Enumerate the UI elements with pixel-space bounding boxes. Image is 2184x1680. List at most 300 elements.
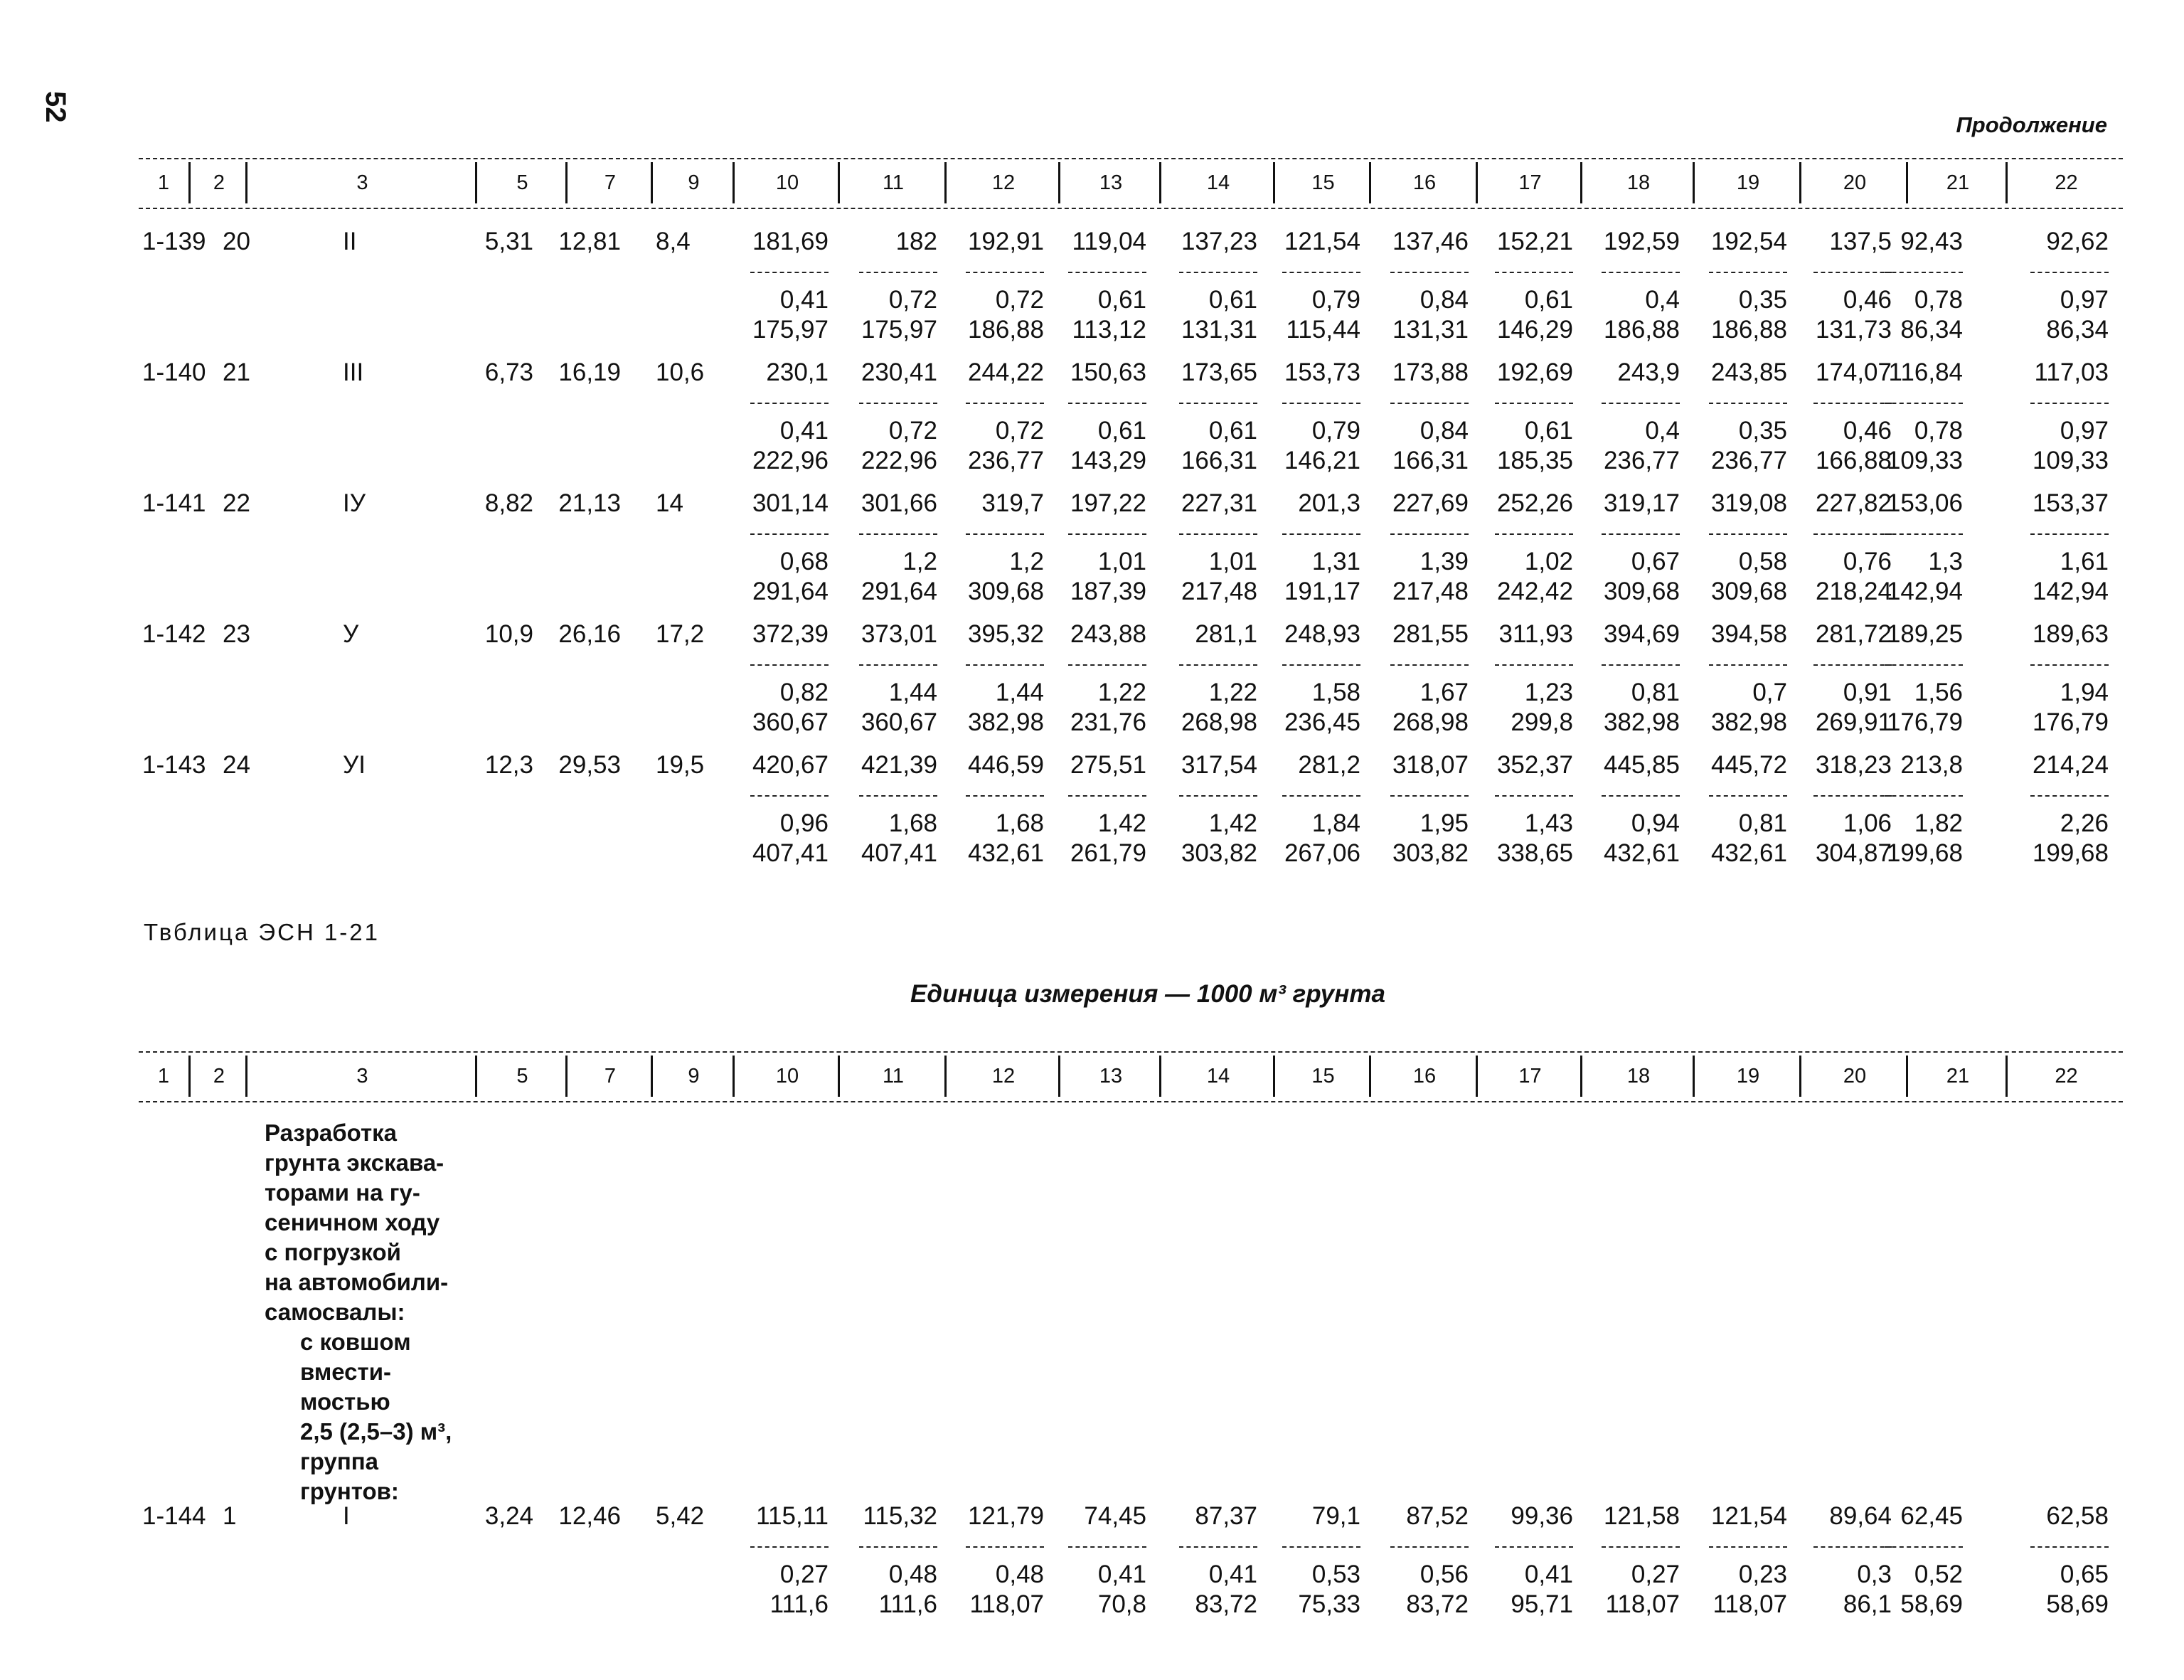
cell-col-7: 12,46	[558, 1502, 621, 1530]
cell-bot-col-10: 222,96	[752, 447, 829, 474]
cell-col-9: 8,4	[656, 228, 691, 255]
cell-top-col-16: 137,46	[1392, 228, 1469, 255]
cell-mid-col-22: 0,97	[2060, 417, 2109, 445]
fraction-line	[1495, 795, 1573, 797]
cell-top-col-15: 121,54	[1284, 228, 1360, 255]
cell-bot-col-17: 299,8	[1511, 708, 1573, 736]
row-number: 21	[223, 358, 250, 386]
soil-group: I	[343, 1502, 350, 1530]
cell-bot-col-11: 175,97	[861, 316, 937, 344]
cell-top-col-18: 192,59	[1603, 228, 1680, 255]
column-header-1: 1	[157, 171, 170, 194]
row-code: 1-144	[142, 1502, 206, 1530]
fraction-line	[1068, 795, 1146, 797]
cell-bot-col-21: 176,79	[1886, 708, 1963, 736]
cell-bot-col-18: 118,07	[1605, 1590, 1680, 1618]
cell-top-col-18: 445,85	[1603, 751, 1680, 779]
column-header-10: 10	[733, 162, 840, 203]
fraction-line	[1282, 533, 1360, 535]
row-code: 1-141	[142, 489, 206, 517]
cell-mid-col-11: 0,72	[888, 286, 937, 314]
fraction-line	[859, 795, 937, 797]
cell-mid-col-18: 0,27	[1631, 1561, 1680, 1588]
header2-bottom-rule	[139, 1101, 2123, 1102]
cell-bot-col-21: 86,34	[1900, 316, 1963, 344]
cell-top-col-21: 153,06	[1886, 489, 1963, 517]
column-header-21: 21	[1906, 162, 2008, 203]
fraction-line	[1813, 1546, 1892, 1548]
cell-mid-col-11: 0,48	[888, 1561, 937, 1588]
fraction-line	[1179, 1546, 1257, 1548]
cell-col-7: 29,53	[558, 751, 621, 779]
fraction-line	[1885, 533, 1963, 535]
fraction-line	[1885, 403, 1963, 404]
cell-mid-col-12: 1,2	[1009, 548, 1044, 575]
column-header-20: 20	[1799, 162, 1908, 203]
row-code: 1-142	[142, 620, 206, 648]
cell-bot-col-17: 242,42	[1496, 578, 1573, 605]
fraction-line	[1179, 795, 1257, 797]
cell-top-col-11: 301,66	[861, 489, 937, 517]
cell-top-col-19: 445,72	[1710, 751, 1787, 779]
cell-mid-col-19: 0,58	[1738, 548, 1787, 575]
column-header-16: 16	[1369, 162, 1478, 203]
cell-mid-col-18: 0,67	[1631, 548, 1680, 575]
cell-mid-col-22: 0,97	[2060, 286, 2109, 314]
cell-bot-col-11: 407,41	[861, 839, 937, 867]
fraction-line	[1495, 403, 1573, 404]
cell-mid-col-14: 1,42	[1208, 809, 1257, 837]
cell-mid-col-12: 1,68	[995, 809, 1044, 837]
cell-mid-col-21: 1,56	[1914, 679, 1963, 706]
column-header-22: 22	[2005, 1056, 2125, 1097]
cell-mid-col-16: 0,84	[1419, 417, 1469, 445]
cell-bot-col-14: 217,48	[1181, 578, 1257, 605]
cell-bot-col-17: 185,35	[1496, 447, 1573, 474]
cell-mid-col-19: 0,35	[1738, 286, 1787, 314]
cell-mid-col-21: 0,52	[1914, 1561, 1963, 1588]
fraction-line	[966, 272, 1044, 273]
cell-mid-col-16: 1,67	[1419, 679, 1469, 706]
cell-top-col-21: 62,45	[1900, 1502, 1963, 1530]
cell-bot-col-14: 131,31	[1181, 316, 1257, 344]
column-header-5: 5	[475, 162, 568, 203]
fraction-line	[1068, 533, 1146, 535]
cell-bot-col-14: 83,72	[1195, 1590, 1257, 1618]
cell-col-7: 12,81	[558, 228, 621, 255]
cell-top-col-10: 115,11	[756, 1502, 829, 1530]
cell-top-col-22: 153,37	[2032, 489, 2109, 517]
soil-group: II	[343, 228, 357, 255]
fraction-line	[1068, 403, 1146, 404]
column-header-2: 2	[188, 1056, 247, 1097]
cell-bot-col-13: 261,79	[1070, 839, 1146, 867]
table2-title: Твблица ЭСН 1-21	[144, 919, 380, 945]
fraction-line	[750, 272, 829, 273]
row-number: 20	[223, 228, 250, 255]
cell-bot-col-20: 304,87	[1815, 839, 1892, 867]
cell-top-col-21: 116,84	[1888, 358, 1963, 386]
column-header-14: 14	[1159, 162, 1275, 203]
cell-mid-col-18: 0,94	[1631, 809, 1680, 837]
header2-top-rule	[139, 1051, 2123, 1053]
cell-bot-col-20: 131,73	[1815, 316, 1892, 344]
cell-col-9: 19,5	[656, 751, 705, 779]
fraction-line	[1602, 403, 1680, 404]
description-line: грунта экскава-	[265, 1149, 444, 1176]
cell-top-col-17: 99,36	[1511, 1502, 1573, 1530]
row-number: 1	[223, 1502, 237, 1530]
cell-mid-col-13: 0,61	[1097, 286, 1146, 314]
cell-top-col-16: 281,55	[1392, 620, 1469, 648]
cell-top-col-17: 192,69	[1496, 358, 1573, 386]
cell-mid-col-14: 0,41	[1208, 1561, 1257, 1588]
cell-top-col-21: 213,8	[1900, 751, 1963, 779]
column-header-3: 3	[245, 1056, 477, 1097]
cell-mid-col-15: 1,58	[1311, 679, 1360, 706]
fraction-line	[1282, 664, 1360, 666]
cell-top-col-15: 79,1	[1311, 1502, 1360, 1530]
cell-mid-col-17: 0,61	[1524, 286, 1573, 314]
cell-col-7: 21,13	[558, 489, 621, 517]
cell-top-col-13: 119,04	[1072, 228, 1146, 255]
fraction-line	[1495, 1546, 1573, 1548]
cell-mid-col-15: 0,79	[1311, 286, 1360, 314]
fraction-line	[2030, 1546, 2109, 1548]
fraction-line	[1179, 403, 1257, 404]
fraction-line	[966, 533, 1044, 535]
description-line: самосвалы:	[265, 1299, 405, 1325]
row-number: 24	[223, 751, 250, 779]
fraction-line	[1885, 272, 1963, 273]
column-header-11: 11	[838, 1056, 947, 1097]
cell-bot-col-17: 146,29	[1496, 316, 1573, 344]
cell-bot-col-13: 113,12	[1072, 316, 1146, 344]
fraction-line	[1709, 533, 1787, 535]
cell-mid-col-17: 1,43	[1524, 809, 1573, 837]
fraction-line	[1885, 664, 1963, 666]
cell-top-col-17: 352,37	[1496, 751, 1573, 779]
cell-col-5: 5,31	[484, 228, 533, 255]
cell-top-col-11: 421,39	[861, 751, 937, 779]
cell-top-col-17: 252,26	[1496, 489, 1573, 517]
cell-top-col-20: 89,64	[1829, 1502, 1892, 1530]
soil-group: УI	[343, 751, 366, 779]
cell-mid-col-19: 0,7	[1752, 679, 1787, 706]
cell-mid-col-20: 0,46	[1843, 417, 1892, 445]
cell-bot-col-19: 236,77	[1710, 447, 1787, 474]
fraction-line	[750, 664, 829, 666]
cell-bot-col-10: 175,97	[752, 316, 829, 344]
column-header-13: 13	[1058, 1056, 1161, 1097]
column-header-20: 20	[1799, 1056, 1908, 1097]
cell-top-col-16: 173,88	[1392, 358, 1469, 386]
column-header-19: 19	[1693, 1056, 1801, 1097]
fraction-line	[1813, 403, 1892, 404]
cell-top-col-14: 173,65	[1181, 358, 1257, 386]
fraction-line	[1885, 795, 1963, 797]
cell-top-col-11: 182	[895, 228, 937, 255]
cell-bot-col-12: 186,88	[967, 316, 1044, 344]
cell-bot-col-16: 268,98	[1392, 708, 1469, 736]
cell-top-col-12: 244,22	[967, 358, 1044, 386]
cell-top-col-15: 281,2	[1298, 751, 1360, 779]
cell-bot-col-15: 267,06	[1284, 839, 1360, 867]
column-header-2: 2	[188, 162, 247, 203]
cell-bot-col-16: 166,31	[1392, 447, 1469, 474]
fraction-line	[859, 533, 937, 535]
cell-col-7: 26,16	[558, 620, 621, 648]
fraction-line	[1709, 1546, 1787, 1548]
column-header-7: 7	[565, 1056, 653, 1097]
cell-mid-col-12: 0,72	[995, 417, 1044, 445]
description-subline: вмести-	[300, 1359, 391, 1385]
cell-mid-col-15: 0,79	[1311, 417, 1360, 445]
page-number: 52	[40, 91, 71, 123]
cell-mid-col-21: 0,78	[1914, 417, 1963, 445]
fraction-line	[966, 403, 1044, 404]
fraction-line	[966, 795, 1044, 797]
soil-group: III	[343, 358, 364, 386]
cell-mid-col-10: 0,41	[779, 417, 829, 445]
header-top-rule	[139, 158, 2123, 159]
column-header-21: 21	[1906, 1056, 2008, 1097]
description-subline: 2,5 (2,5–3) м³,	[300, 1418, 452, 1445]
cell-bot-col-18: 309,68	[1603, 578, 1680, 605]
cell-mid-col-19: 0,35	[1738, 417, 1787, 445]
fraction-line	[1709, 403, 1787, 404]
fraction-line	[1602, 272, 1680, 273]
cell-top-col-10: 372,39	[752, 620, 829, 648]
column-header-1: 1	[157, 1064, 170, 1088]
unit-label: Единица измерения — 1000 м³ грунта	[910, 980, 1385, 1008]
cell-bot-col-14: 268,98	[1181, 708, 1257, 736]
cell-top-col-22: 62,58	[2046, 1502, 2109, 1530]
cell-mid-col-15: 1,84	[1311, 809, 1360, 837]
cell-mid-col-19: 0,23	[1738, 1561, 1787, 1588]
cell-col-9: 17,2	[656, 620, 705, 648]
cell-top-col-10: 420,67	[752, 751, 829, 779]
cell-mid-col-22: 0,65	[2060, 1561, 2109, 1588]
fraction-line	[1602, 664, 1680, 666]
cell-bot-col-21: 58,69	[1900, 1590, 1963, 1618]
cell-mid-col-13: 1,22	[1097, 679, 1146, 706]
column-header-17: 17	[1476, 162, 1582, 203]
cell-mid-col-10: 0,27	[779, 1561, 829, 1588]
row-code: 1-140	[142, 358, 206, 386]
row-code: 1-143	[142, 751, 206, 779]
fraction-line	[750, 795, 829, 797]
soil-group: IУ	[343, 489, 366, 517]
cell-mid-col-13: 0,61	[1097, 417, 1146, 445]
cell-top-col-10: 301,14	[752, 489, 829, 517]
column-header-17: 17	[1476, 1056, 1582, 1097]
fraction-line	[750, 533, 829, 535]
cell-col-9: 10,6	[656, 358, 705, 386]
cell-bot-col-19: 309,68	[1710, 578, 1787, 605]
cell-mid-col-11: 0,72	[888, 417, 937, 445]
column-header-15: 15	[1273, 162, 1371, 203]
cell-mid-col-13: 0,41	[1097, 1561, 1146, 1588]
description-subline: группа	[300, 1448, 379, 1474]
cell-top-col-12: 121,79	[967, 1502, 1044, 1530]
cell-top-col-14: 317,54	[1181, 751, 1257, 779]
cell-mid-col-13: 1,42	[1097, 809, 1146, 837]
cell-col-5: 6,73	[484, 358, 533, 386]
column-header-18: 18	[1580, 1056, 1695, 1097]
column-header-7: 7	[565, 162, 653, 203]
fraction-line	[1390, 1546, 1469, 1548]
cell-col-7: 16,19	[558, 358, 621, 386]
cell-bot-col-19: 382,98	[1710, 708, 1787, 736]
cell-mid-col-18: 0,81	[1631, 679, 1680, 706]
fraction-line	[1813, 664, 1892, 666]
column-header-9: 9	[651, 1056, 735, 1097]
cell-bot-col-20: 166,88	[1815, 447, 1892, 474]
cell-top-col-10: 181,69	[752, 228, 829, 255]
fraction-line	[1495, 664, 1573, 666]
cell-mid-col-14: 1,01	[1208, 548, 1257, 575]
cell-bot-col-18: 432,61	[1603, 839, 1680, 867]
description-line: на автомобили-	[265, 1269, 449, 1295]
cell-top-col-15: 153,73	[1284, 358, 1360, 386]
fraction-line	[1495, 272, 1573, 273]
cell-mid-col-19: 0,81	[1738, 809, 1787, 837]
cell-bot-col-22: 86,34	[2046, 316, 2109, 344]
fraction-line	[859, 664, 937, 666]
cell-top-col-14: 137,23	[1181, 228, 1257, 255]
cell-mid-col-11: 1,2	[902, 548, 937, 575]
cell-top-col-12: 395,32	[967, 620, 1044, 648]
column-header-14: 14	[1159, 1056, 1275, 1097]
cell-top-col-19: 121,54	[1710, 1502, 1787, 1530]
cell-mid-col-12: 0,48	[995, 1561, 1044, 1588]
cell-top-col-13: 150,63	[1070, 358, 1146, 386]
cell-col-5: 3,24	[484, 1502, 533, 1530]
cell-mid-col-10: 0,96	[779, 809, 829, 837]
fraction-line	[1282, 403, 1360, 404]
description-line: Разработка	[265, 1120, 397, 1146]
cell-bot-col-13: 70,8	[1097, 1590, 1146, 1618]
cell-mid-col-16: 1,39	[1419, 548, 1469, 575]
cell-top-col-20: 174,07	[1815, 358, 1892, 386]
cell-top-col-17: 152,21	[1496, 228, 1573, 255]
fraction-line	[1068, 272, 1146, 273]
column-header-12: 12	[944, 162, 1060, 203]
cell-bot-col-17: 338,65	[1496, 839, 1573, 867]
cell-top-col-10: 230,1	[766, 358, 829, 386]
description-subline: с ковшом	[300, 1329, 411, 1355]
cell-mid-col-10: 0,82	[779, 679, 829, 706]
cell-top-col-14: 87,37	[1195, 1502, 1257, 1530]
column-header-10: 10	[733, 1056, 840, 1097]
cell-top-col-18: 121,58	[1603, 1502, 1680, 1530]
cell-bot-col-22: 109,33	[2032, 447, 2109, 474]
cell-bot-col-17: 95,71	[1511, 1590, 1573, 1618]
cell-bot-col-12: 309,68	[967, 578, 1044, 605]
cell-bot-col-10: 360,67	[752, 708, 829, 736]
fraction-line	[1709, 272, 1787, 273]
fraction-line	[1813, 533, 1892, 535]
cell-bot-col-21: 142,94	[1886, 578, 1963, 605]
cell-mid-col-11: 1,68	[888, 809, 937, 837]
cell-bot-col-18: 186,88	[1603, 316, 1680, 344]
fraction-line	[1602, 1546, 1680, 1548]
fraction-line	[1602, 533, 1680, 535]
cell-top-col-22: 117,03	[2034, 358, 2109, 386]
cell-mid-col-17: 0,61	[1524, 417, 1573, 445]
cell-top-col-21: 189,25	[1886, 620, 1963, 648]
cell-bot-col-12: 118,07	[969, 1590, 1044, 1618]
cell-mid-col-21: 1,3	[1928, 548, 1963, 575]
cell-top-col-11: 115,32	[863, 1502, 937, 1530]
column-header-18: 18	[1580, 162, 1695, 203]
fraction-line	[750, 403, 829, 404]
cell-top-col-15: 248,93	[1284, 620, 1360, 648]
cell-bot-col-11: 360,67	[861, 708, 937, 736]
cell-bot-col-16: 303,82	[1392, 839, 1469, 867]
cell-bot-col-11: 291,64	[861, 578, 937, 605]
fraction-line	[859, 403, 937, 404]
fraction-line	[1068, 664, 1146, 666]
fraction-line	[1068, 1546, 1146, 1548]
cell-top-col-16: 87,52	[1406, 1502, 1469, 1530]
cell-top-col-15: 201,3	[1298, 489, 1360, 517]
cell-top-col-19: 192,54	[1710, 228, 1787, 255]
cell-bot-col-15: 236,45	[1284, 708, 1360, 736]
cell-mid-col-10: 0,41	[779, 286, 829, 314]
cell-top-col-12: 446,59	[967, 751, 1044, 779]
cell-bot-col-11: 111,6	[878, 1590, 937, 1618]
cell-mid-col-13: 1,01	[1097, 548, 1146, 575]
cell-bot-col-18: 236,77	[1603, 447, 1680, 474]
cell-bot-col-16: 83,72	[1406, 1590, 1469, 1618]
cell-bot-col-13: 143,29	[1070, 447, 1146, 474]
row-number: 22	[223, 489, 250, 517]
cell-top-col-16: 227,69	[1392, 489, 1469, 517]
cell-top-col-11: 230,41	[861, 358, 937, 386]
cell-bot-col-13: 187,39	[1070, 578, 1146, 605]
table1-header	[0, 162, 2184, 203]
cell-mid-col-14: 1,22	[1208, 679, 1257, 706]
cell-top-col-20: 281,72	[1815, 620, 1892, 648]
cell-mid-col-20: 0,91	[1843, 679, 1892, 706]
cell-mid-col-16: 1,95	[1419, 809, 1469, 837]
cell-mid-col-15: 1,31	[1311, 548, 1360, 575]
fraction-line	[1282, 1546, 1360, 1548]
cell-bot-col-10: 111,6	[769, 1590, 829, 1618]
cell-bot-col-22: 176,79	[2032, 708, 2109, 736]
description-line: сеничном ходу	[265, 1209, 440, 1235]
cell-bot-col-15: 115,44	[1286, 316, 1360, 344]
cell-bot-col-10: 407,41	[752, 839, 829, 867]
continuation-label: Продолжение	[1956, 112, 2107, 137]
cell-bot-col-10: 291,64	[752, 578, 829, 605]
soil-group: У	[343, 620, 359, 648]
cell-mid-col-16: 0,56	[1419, 1561, 1469, 1588]
cell-mid-col-14: 0,61	[1208, 417, 1257, 445]
cell-col-9: 14	[656, 489, 683, 517]
column-header-3: 3	[245, 162, 477, 203]
column-header-5: 5	[475, 1056, 568, 1097]
cell-mid-col-22: 2,26	[2060, 809, 2109, 837]
cell-mid-col-22: 1,61	[2060, 548, 2109, 575]
cell-bot-col-22: 199,68	[2032, 839, 2109, 867]
cell-bot-col-22: 58,69	[2046, 1590, 2109, 1618]
cell-mid-col-20: 1,06	[1843, 809, 1892, 837]
column-header-16: 16	[1369, 1056, 1478, 1097]
cell-mid-col-16: 0,84	[1419, 286, 1469, 314]
